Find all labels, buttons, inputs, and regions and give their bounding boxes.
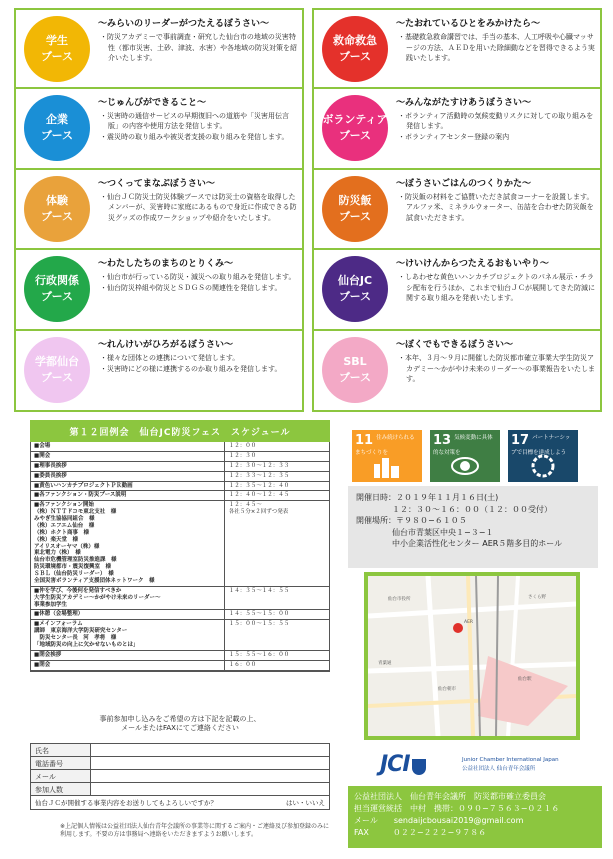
booth-name-badge (322, 176, 388, 242)
booth-title: 〜つくってまなぶぼうさい〜 (98, 178, 215, 189)
schedule (30, 420, 330, 672)
apply-note-line: メールまたはFAXにてご連絡ください (121, 724, 239, 733)
schedule-row (31, 587, 329, 611)
sdg-badge (352, 430, 422, 482)
booth-column-left (14, 8, 304, 412)
booth-name: 仙台JC (337, 274, 373, 288)
map-label: さくら野 (528, 595, 546, 600)
booth-title: 〜れんけいがひろがるぼうさい〜 (98, 340, 234, 351)
booth-description (398, 192, 596, 224)
booth-card (14, 250, 304, 331)
schedule-time: １４：３５〜１４：５５ (228, 587, 290, 594)
jci-badge-icon (412, 759, 426, 775)
booth-description-item: ・しあわせな黄色いハンカチプロジェクトのパネル展示・チラシ配布を行うほか、これまで仙台ＪＣが展開してきた防減に関する取り組みを発表いたします。 (398, 273, 595, 303)
schedule-time: １２：００ (228, 443, 257, 449)
schedule-row (31, 661, 329, 671)
booth-name: ボランティア (322, 112, 388, 126)
booth-name-badge (24, 337, 90, 403)
booth-name: 防災飯 (338, 193, 372, 207)
booth-title: 〜ぼうさいごはんのつくりかた〜 (396, 178, 532, 189)
schedule-row (31, 620, 329, 651)
schedule-row (31, 462, 329, 472)
registration-row (31, 757, 329, 770)
booth-name: ブース (338, 290, 372, 304)
booth-card (312, 250, 602, 331)
schedule-row (31, 442, 329, 452)
booth-description-item: ・災害時にどの様に連携するのか取り組みを発信します。 (100, 364, 282, 373)
attendee-count-field[interactable] (91, 783, 329, 795)
schedule-time: １５：００〜１５：５５ (228, 621, 290, 628)
booth-name: SBL (343, 355, 367, 369)
apply-note-line: 事前参加申し込みをご希望の方は下記を記載の上、 (99, 715, 261, 723)
booth-card (14, 331, 304, 412)
booth-name: ブース (338, 50, 372, 63)
booth-title: 〜じゅんびができること〜 (98, 97, 207, 108)
schedule-row (31, 501, 329, 587)
booth-card (14, 89, 304, 170)
contact-email[interactable]: メール sendaijcbousai2019@gmail.com (354, 816, 524, 825)
map-label: 仙台朝市 (438, 687, 456, 692)
yes-no-choice[interactable]: はい・いいえ (286, 799, 325, 807)
booth-name: 学生 (46, 34, 68, 48)
booth-description-item: ・震災時の取り組みや被災者支援の取り組みを発信します。 (100, 132, 289, 141)
booth-description-item: ・仙台市が行っている防災・減災への取り組みを発信します。 (100, 273, 296, 282)
booth-name: 行政関係 (35, 274, 79, 288)
schedule-row (31, 452, 329, 462)
booth-card (312, 331, 602, 412)
schedule-event: ■メインフォーラム 講師 東京海洋大学防災研究センター 防災センター長 河 孝将 様 「地域防災の向上に欠かせないものとは」 (31, 620, 225, 650)
booth-description-item: ・防災アカデミーで事前調査・研究した仙台市の地域の災害特性（都市災害、土砂、津波、水害）や各地域の防災対策を紹介いたします。 (100, 33, 297, 62)
booth-card (14, 8, 304, 89)
schedule-event: ■各ファンクション開始 （株）ＮＴＴドコモ東北支社 様 みやぎ生協協同組合 様 （株）エフエム仙台 様 （株）ホクト商事 様 （株）楽天堂 様 アイリスオーヤマ（株）様 東北電力（株） 様 仙台市危機管理室防災推進課 様 防災環境都市・震災復興室 様 ＳＢＬ（仙台防災リーダー） 様 全国災害ボランティア支援団体ネットワーク 様 (31, 501, 225, 586)
apply-note (30, 715, 330, 734)
jci-branding (380, 752, 559, 777)
rings-icon (528, 454, 558, 478)
schedule-row (31, 610, 329, 620)
booth-name: ブース (338, 371, 372, 385)
booth-title: 〜みんながたすけあうぼうさい〜 (396, 97, 532, 108)
booth-card (14, 170, 304, 251)
booth-description-item: ・ボランティアセンター登録の案内 (398, 132, 510, 141)
schedule-title: 第１２回例会 仙台JC防災フェス スケジュール (30, 420, 330, 442)
booth-name: 救命救急 (333, 34, 377, 48)
date-label: 開催日時： (356, 493, 396, 502)
schedule-event: ■各ファンクション・防災ブース説明 (31, 491, 225, 500)
schedule-time: １２：３５〜１２：４０ (228, 482, 290, 489)
booth-description-item: ・基礎救急救命講習では、手当の基本、人工呼吸や心臓マッサージの方法、ＡＥＤを用いた除細動などを習得できるよう実践いたします。 (398, 33, 595, 62)
sdg-number: 17 (511, 433, 530, 448)
event-info (348, 486, 598, 568)
schedule-time: １６：００ (228, 661, 257, 668)
booth-name-badge (322, 337, 388, 403)
schedule-row (31, 472, 329, 482)
sdg-number: 13 (433, 433, 452, 448)
schedule-time: １４：５５〜１５：００ (228, 611, 290, 618)
sdg-label: パートナーシップで目標を達成しよう (511, 435, 571, 456)
contact-org: 公益社団法人 仙台青年会議所 防災都市確立委員会 (354, 792, 546, 801)
schedule-time: １２：３０ (228, 452, 257, 459)
booth-card (312, 170, 602, 251)
globe-eye-icon (450, 454, 480, 478)
booth-name-badge (24, 16, 90, 82)
registration-row (31, 770, 329, 783)
booth-name-badge (322, 256, 388, 322)
city-icon (372, 454, 402, 478)
sdg-label: 気候変動に具体的な対策を (433, 435, 493, 456)
venue-postcode: 〒９８０−６１０５ (396, 516, 467, 526)
org-names (462, 756, 559, 774)
registration-question (31, 796, 329, 809)
booth-title: 〜たおれているひとをみかけたら〜 (396, 19, 541, 29)
booth-description (398, 111, 596, 143)
name-field[interactable] (91, 744, 329, 756)
booth-description-item: ・様々な団体との連携について発信します。 (100, 354, 240, 363)
schedule-time: １２：３３〜１２：３５ (228, 472, 290, 479)
booth-name-badge (24, 256, 90, 322)
schedule-table (30, 442, 330, 672)
event-time: １２：３０〜１６：００（１２：００受付） (392, 504, 552, 514)
schedule-time: １２：３０〜１２：３３ (228, 462, 290, 469)
registration-label: メール (31, 770, 91, 782)
venue-label: 開催場所： (356, 516, 396, 526)
venue-place: 中小企業活性化センター AER５階多目的ホール (392, 539, 563, 549)
booth-section (14, 8, 602, 412)
booth-name: ブース (40, 50, 74, 63)
booth-name: ブース (338, 128, 372, 142)
sdgs-badges (352, 430, 578, 482)
venue-marker-icon (453, 623, 463, 633)
booth-column-right (312, 8, 602, 412)
sdg-label: 住み続けられるまちづくりを (355, 435, 415, 456)
booth-name: ブース (40, 128, 74, 142)
booth-name: ブース (338, 209, 372, 223)
org-ja-name: 公益社団法人 仙台青年会議所 (462, 765, 536, 772)
booth-card (312, 8, 602, 89)
map-label: 仙台市役所 (388, 597, 411, 602)
booth-title: 〜わたしたちのまちのとりくみ〜 (98, 259, 234, 270)
privacy-note: ※上記個人情報は公益社団法人仙台青年会議所の事業等に関するご案内・ご連絡及び参加登録のみに利用します。不要の方は事務局へ連絡をいただきますようお願いします。 (60, 823, 330, 839)
schedule-row (31, 482, 329, 492)
booth-title: 〜けいけんからつたえるおもいやり〜 (396, 259, 549, 270)
contact-phone: 担当運営統括 中村 携帯：０９０−７５６３−０２１６ (354, 804, 560, 813)
booth-description-item: ・防災飯の材料をご協賛いただき試食コーナーを設置します。アルファ米、ミネラルウォーター、缶詰を合わせた防災飯を試食いただきます。 (398, 192, 594, 222)
schedule-event: ■休憩（会場整理） (31, 610, 225, 619)
sdg-number: 11 (355, 433, 374, 448)
email-field[interactable] (91, 770, 329, 782)
schedule-time: １５：５５〜１６：００ (228, 651, 290, 658)
booth-name-badge (24, 176, 90, 242)
booth-name: ブース (40, 209, 74, 223)
booth-name: ブース (40, 371, 74, 385)
booth-description (100, 272, 298, 293)
org-en-name: Junior Chamber International Japan (462, 757, 559, 763)
booth-name: 学都仙台 (35, 355, 79, 369)
schedule-time: １２：４０〜１２：４５ (228, 492, 290, 499)
schedule-event: ■開会 (31, 452, 225, 461)
booth-description (100, 32, 298, 64)
booth-name-badge (24, 95, 90, 161)
question-text: 仙台ＪＣが開催する事業内容をお送りしてもよろしいですか？ (35, 799, 217, 807)
booth-description (100, 353, 298, 374)
venue-map[interactable] (364, 572, 580, 740)
phone-field[interactable] (91, 757, 329, 769)
schedule-event: ■委員長挨拶 (31, 472, 225, 481)
schedule-event: ■会場 (31, 442, 225, 451)
booth-description (398, 32, 596, 64)
registration-row (31, 744, 329, 757)
schedule-event: ■閉会 (31, 661, 225, 670)
schedule-time: １２：４５〜 各社５分×２回ずつ発表 (228, 502, 289, 516)
contact-fax: FAX ０２２−２２２−９７８６ (354, 828, 487, 837)
booth-description-item: ・ボランティア活動時の気候変動リスクに対しての取り組みを発信します。 (398, 111, 594, 131)
booth-description (100, 192, 298, 224)
schedule-event: ■黄色いハンカチプロジェクトＰＲ動画 (31, 482, 225, 491)
map-label: 仙台駅 (518, 677, 532, 682)
booth-name: 企業 (46, 112, 68, 126)
registration-label: 参加人数 (31, 783, 91, 795)
map-label: AER (464, 620, 474, 625)
booth-name: ブース (40, 290, 74, 304)
contact-box (348, 786, 602, 848)
booth-description (398, 272, 596, 304)
booth-card (312, 89, 602, 170)
registration-form (30, 743, 330, 810)
registration-label: 電話番号 (31, 757, 91, 769)
sdg-badge (430, 430, 500, 482)
jci-logo: JCI (380, 752, 410, 777)
sdg-badge (508, 430, 578, 482)
booth-title: 〜みらいのリーダーがつたえるぼうさい〜 (98, 19, 270, 29)
event-date: ２０１９年１１月１６日(土) (396, 493, 499, 502)
booth-name-badge (322, 95, 388, 161)
schedule-row (31, 491, 329, 501)
schedule-event: ■閉会挨拶 (31, 651, 225, 660)
booth-description-item: ・仙台防災枠組や防災とＳＤＧＳの関連性を発信します。 (100, 283, 282, 292)
venue-address: 仙台市青葉区中央１−３−１ (392, 527, 494, 537)
booth-description-item: ・災害時の通信サービスの早期復旧への道筋や「災害用伝言版」の内容や使用方法を発信します。 (100, 111, 289, 131)
schedule-event: ■仲を学び、今後何を発信すべきか 大学生防災アカデミー〜かがやけ未来のリーダー〜 事業参加学生 (31, 587, 225, 610)
registration-row (31, 783, 329, 796)
booth-name: 体験 (46, 193, 68, 207)
registration-label: 氏名 (31, 744, 91, 756)
booth-title: 〜ぼくでもできるぼうさい〜 (396, 340, 514, 351)
booth-description-item: ・本年、３月〜９月に開催した防災都市確立事業大学生防災アカデミー〜かがやけ未来のリーダー〜の事業報告をいたします。 (398, 354, 595, 384)
booth-description (100, 111, 298, 143)
booth-description (398, 353, 596, 385)
map-label: 青葉通 (378, 661, 392, 666)
booth-name-badge (322, 16, 388, 82)
schedule-event: ■理事長挨拶 (31, 462, 225, 471)
booth-description-item: ・仙台ＪＣ防災士防災体験ブースでは防災士の資格を取得したメンバーが、災害時に家庭にあるもので身近に作成できる防災グッズの作成ワークショップや紹介をいたします。 (100, 192, 297, 222)
schedule-row (31, 651, 329, 661)
